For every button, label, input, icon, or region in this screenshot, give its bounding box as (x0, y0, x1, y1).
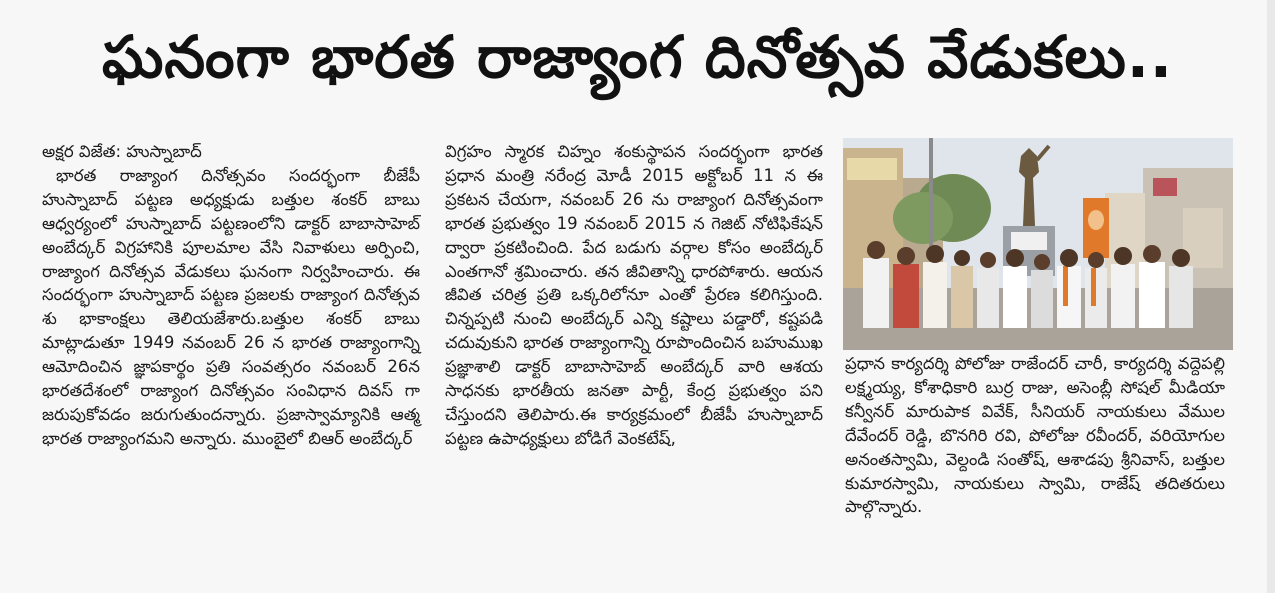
article-column-3 (845, 352, 1225, 519)
event-photo (843, 138, 1233, 350)
article-column-1 (42, 140, 420, 451)
column-1-body: భారత రాజ్యాంగ దినోత్సవం సందర్భంగా బీజేపీ హుస్నాబాద్ పట్టణ అధ్యక్షుడు బత్తుల శంకర్ బాబు ఆధ్వర్యంలో హుస్నాబాద్ పట్టణంలోని డాక్టర్ బాబాసాహెబ్ అంబేద్కర్ విగ్రహానికి పూలమాల వేసి నివాళులు అర్పించి, రాజ్యాంగ దినోత్సవ వేడుకలు ఘనంగా నిర్వహించారు. ఈ సందర్భంగా హుస్నాబాద్ పట్టణ ప్రజలకు రాజ్యాంగ దినోత్సవ శు భాకాంక్షలు తెలియజేశారు.బత్తుల శంకర్ బాబు మాట్లాడుతూ 1949 నవంబర్ 26 న భారత రాజ్యాంగాన్ని ఆమోదించిన జ్ఞాపకార్థం ప్రతి సంవత్సరం నవంబర్ 26న భారతదేశంలో రాజ్యాంగ దినోత్సవం సంవిధాన దివస్ గా జరుపుకోవడం జరుగుతుందన్నారు. ప్రజాస్వామ్యానికి ఆత్మ భారత రాజ్యాంగమని అన్నారు. ముంబైలో బిఆర్ అంబేద్కర్ (42, 165, 420, 448)
column-2-body: విగ్రహం స్మారక చిహ్నం శంకుస్థాపన సందర్భంగా భారత ప్రధాన మంత్రి నరేంద్ర మోడీ 2015 అక్టోబర్ 11 న ఈ ప్రకటన చేయగా, నవంబర్ 26 ను రాజ్యాంగ దినోత్సవంగా భారత ప్రభుత్వం 19 నవంబర్ 2015 న గెజిట్ నోటిఫికేషన్ ద్వారా ప్రకటించింది. పేద బడుగు వర్గాల కోసం అంబేద్కర్ ఎంతగానో శ్రమించారు. తన జీవితాన్ని ధారపోశారు. ఆయన జీవిత చరిత్ర ప్రతి ఒక్కరిలోనూ ఎంతో ప్రేరణ కలిగిస్తుంది. చిన్నప్పటి నుంచి అంబేద్కర్ ఎన్ని కష్టాలు పడ్డారో, కష్టపడి చదువుకుని భారత రాజ్యాంగాన్ని రూపొందించిన బహుముఖ ప్రజ్ఞాశాలి డాక్టర్ బాబాసాహెబ్ అంబేద్కర్ వారి ఆశయ సాధనకు భారతీయ జనతా పార్టీ, కేంద్ర ప్రభుత్వం పని చేస్తుందని తెలిపారు.ఈ కార్యక్రమంలో బీజేపీ హుస్నాబాద్ పట్టణ ఉపాధ్యక్షులు బోడిగే వెంకటేష్, (445, 142, 823, 448)
column-3-body: ప్రధాన కార్యదర్శి పోలోజు రాజేందర్ చారీ, కార్యదర్శి వద్దెపల్లి లక్ష్మయ్య, కోశాధికారి బుర్ర రాజు, అసెంబ్లీ సోషల్ మీడియా కన్వీనర్ మారుపాక వివేక్, సీనియర్ నాయకులు వేముల దేవేందర్ రెడ్డి, బొనగిరి రవి, పోలోజు రవీందర్, వరియోగుల అనంతస్వామి, వెల్దండి సంతోష్, ఆశాడపు శ్రీనివాస్, బత్తుల కుమారస్వామి, నాయకులు స్వామి, రాజేష్ తదితరులు పాల్గొన్నారు. (845, 354, 1225, 517)
page-edge (1267, 0, 1275, 593)
byline: అక్షర విజేత: హుస్నాబాద్ (42, 142, 202, 161)
headline: ఘనంగా భారత రాజ్యాంగ దినోత్సవ వేడుకలు.. (102, 23, 1173, 91)
article-column-2 (445, 140, 823, 451)
